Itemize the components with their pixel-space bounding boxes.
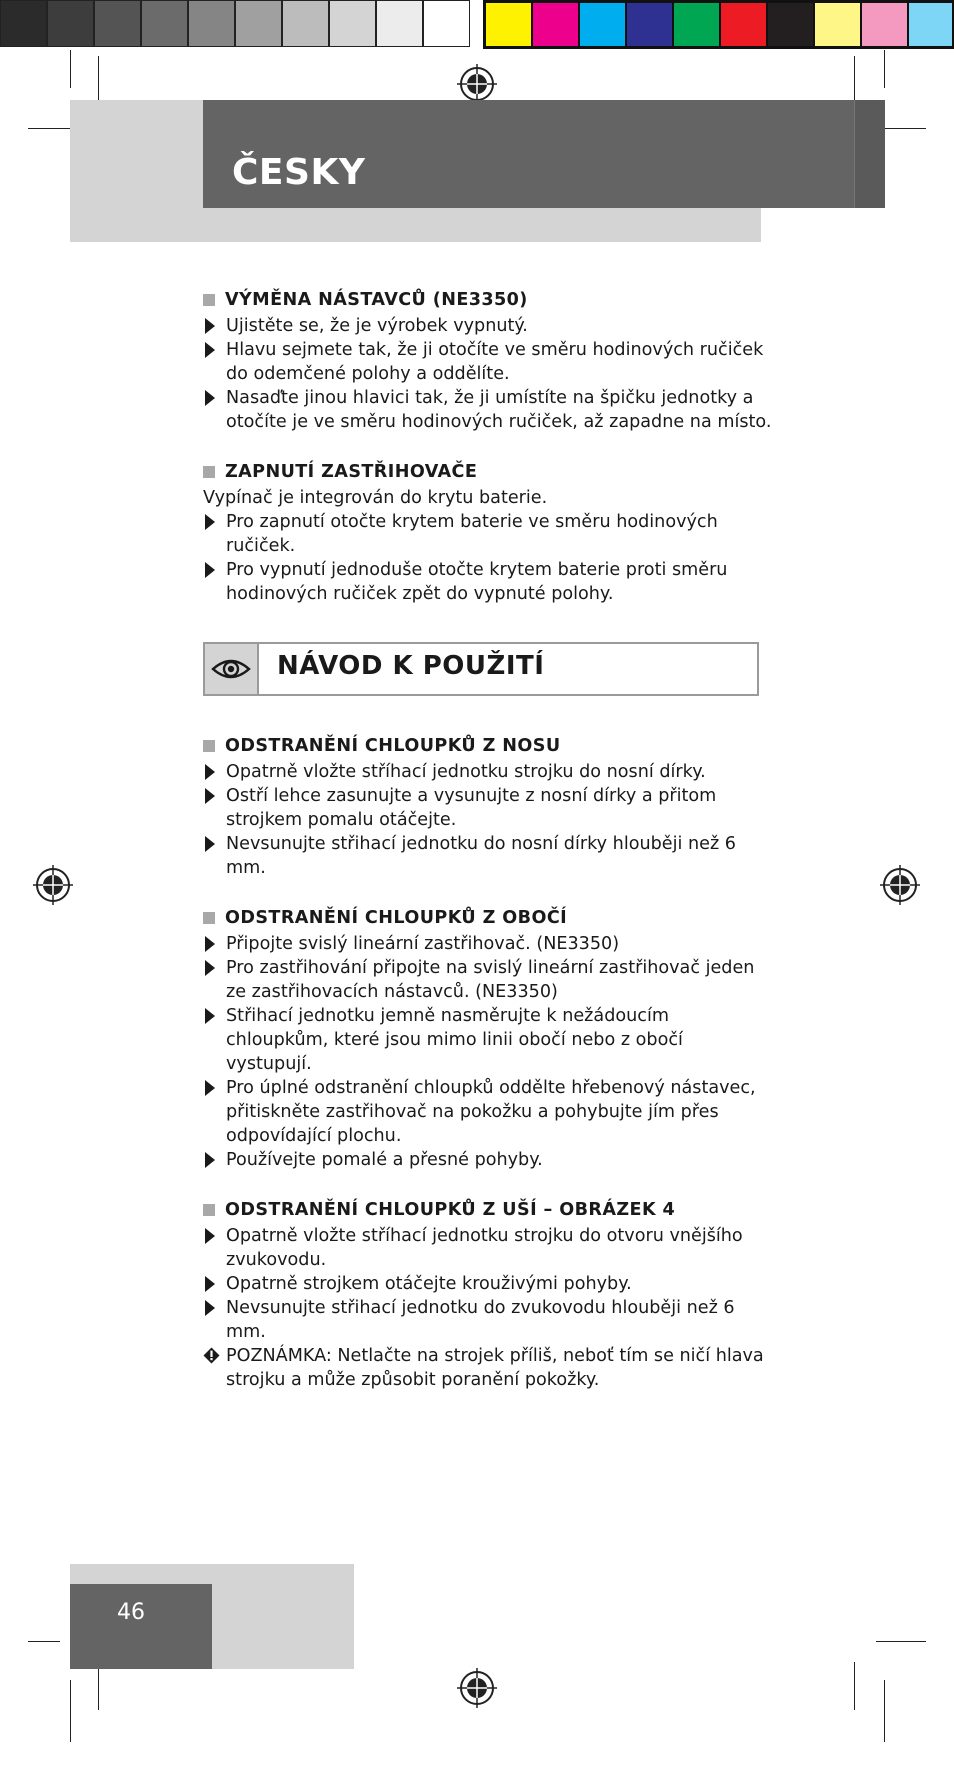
main-content <box>203 286 773 1412</box>
gray-swatch <box>47 0 94 47</box>
list-item <box>203 1004 773 1076</box>
list-item-text: Střihací jednotku jemně nasměrujte k nežádoucím chloupkům, které jsou mimo linii obočí nebo z obočí vystupují. <box>226 1006 683 1074</box>
list-item <box>203 386 773 434</box>
eye-icon <box>205 644 257 694</box>
color-swatch <box>814 2 861 47</box>
list-item <box>203 558 773 606</box>
gray-swatch <box>282 0 329 47</box>
list-item <box>203 1076 773 1148</box>
instruction-list <box>203 932 773 1172</box>
color-swatch <box>861 2 908 47</box>
list-item <box>203 338 773 386</box>
crop-mark <box>28 128 76 129</box>
list-item <box>203 760 773 784</box>
crop-mark <box>98 1662 99 1710</box>
triangle-bullet-icon <box>205 1008 215 1024</box>
list-item-text: Pro zapnutí otočte krytem baterie ve směru hodinových ručiček. <box>226 512 718 556</box>
section-heading <box>203 1196 773 1224</box>
registration-mark-icon <box>457 1668 497 1708</box>
grayscale-calibration-bar <box>0 0 470 49</box>
section-ears <box>203 1196 773 1392</box>
list-item-text: Pro úplné odstranění chloupků oddělte hřebenový nástavec, přitiskněte zastřihovač na pokožku a pohybujte jím přes odpovídající plochu. <box>226 1078 756 1146</box>
list-item-text: Ujistěte se, že je výrobek vypnutý. <box>226 316 528 336</box>
list-item-text: Opatrně vložte stříhací jednotku strojku do otvoru vnějšího zvukovodu. <box>226 1226 743 1270</box>
list-item <box>203 932 773 956</box>
triangle-bullet-icon <box>205 788 215 804</box>
triangle-bullet-icon <box>205 936 215 952</box>
crop-mark <box>884 1680 885 1742</box>
registration-mark-icon <box>33 865 73 905</box>
crop-mark <box>854 56 855 106</box>
square-bullet-icon <box>203 740 215 752</box>
color-swatch <box>767 2 814 47</box>
usage-banner <box>203 642 759 696</box>
page-title: ČESKY <box>232 152 366 193</box>
section-nose <box>203 732 773 880</box>
list-item-text: Nevsunujte střihací jednotku do zvukovodu hlouběji než 6 mm. <box>226 1298 735 1342</box>
triangle-bullet-icon <box>205 390 215 406</box>
color-swatch <box>720 2 767 47</box>
note-item <box>203 1344 773 1392</box>
square-bullet-icon <box>203 912 215 924</box>
list-item-text: Opatrně vložte stříhací jednotku strojku do nosní dírky. <box>226 762 706 782</box>
color-swatch <box>532 2 579 47</box>
crop-mark <box>876 1641 926 1642</box>
section-heading <box>203 904 773 932</box>
header-edge-panel <box>854 100 885 208</box>
color-swatch <box>485 2 532 47</box>
list-item <box>203 1148 773 1172</box>
section-title: ODSTRANĚNÍ CHLOUPKŮ Z NOSU <box>225 736 561 756</box>
list-item-text: Hlavu sejmete tak, že ji otočíte ve směru hodinových ručiček do odemčené polohy a oddělíte. <box>226 340 764 384</box>
color-swatch <box>908 2 953 47</box>
section-attachment-change <box>203 286 773 434</box>
section-switch-on <box>203 458 773 606</box>
triangle-bullet-icon <box>205 1080 215 1096</box>
section-title: ODSTRANĚNÍ CHLOUPKŮ Z OBOČÍ <box>225 908 568 928</box>
section-title: ZAPNUTÍ ZASTŘIHOVAČE <box>225 462 478 482</box>
list-item-text: Pro vypnutí jednoduše otočte krytem baterie proti směru hodinových ručiček zpět do vypnuté polohy. <box>226 560 728 604</box>
gray-swatch <box>376 0 423 47</box>
triangle-bullet-icon <box>205 960 215 976</box>
section-eyebrows <box>203 904 773 1172</box>
triangle-bullet-icon <box>205 342 215 358</box>
section-heading <box>203 732 773 760</box>
gray-swatch <box>235 0 282 47</box>
square-bullet-icon <box>203 466 215 478</box>
page-number: 46 <box>117 1600 145 1625</box>
list-item <box>203 1272 773 1296</box>
list-item <box>203 510 773 558</box>
list-item <box>203 784 773 832</box>
section-heading <box>203 286 773 314</box>
section-title: VÝMĚNA NÁSTAVCŮ (NE3350) <box>225 290 528 310</box>
crop-mark <box>28 1641 60 1642</box>
gray-swatch <box>94 0 141 47</box>
registration-mark-icon <box>457 64 497 104</box>
color-swatch <box>626 2 673 47</box>
triangle-bullet-icon <box>205 514 215 530</box>
list-item <box>203 832 773 880</box>
list-item-text: Používejte pomalé a přesné pohyby. <box>226 1150 543 1170</box>
triangle-bullet-icon <box>205 1300 215 1316</box>
triangle-bullet-icon <box>205 836 215 852</box>
list-item-text: Pro zastřihování připojte na svislý lineární zastřihovač jeden ze zastřihovacích nástavců. (NE3350) <box>226 958 755 1002</box>
crop-mark <box>70 1680 71 1742</box>
triangle-bullet-icon <box>205 764 215 780</box>
gray-swatch <box>188 0 235 47</box>
list-item-text: Nasaďte jinou hlavici tak, že ji umístíte na špičku jednotky a otočíte je ve směru hodinových ručiček, až zapadne na místo. <box>226 388 772 432</box>
list-item-text: Opatrně strojkem otáčejte krouživými pohyby. <box>226 1274 632 1294</box>
triangle-bullet-icon <box>205 1276 215 1292</box>
section-intro: Vypínač je integrován do krytu baterie. <box>203 488 548 508</box>
square-bullet-icon <box>203 294 215 306</box>
triangle-bullet-icon <box>205 1152 215 1168</box>
instruction-list <box>203 760 773 880</box>
instruction-list <box>203 510 773 606</box>
color-swatch <box>579 2 626 47</box>
crop-mark <box>70 50 71 88</box>
list-item-text: Připojte svislý lineární zastřihovač. (NE3350) <box>226 934 620 954</box>
triangle-bullet-icon <box>205 1228 215 1244</box>
instruction-list <box>203 314 773 434</box>
section-heading <box>203 458 773 486</box>
gray-swatch <box>423 0 470 47</box>
note-text: POZNÁMKA: Netlačte na strojek příliš, neboť tím se ničí hlava strojku a může způsobit poranění pokožky. <box>226 1346 764 1390</box>
list-item <box>203 1296 773 1344</box>
square-bullet-icon <box>203 1204 215 1216</box>
list-item <box>203 956 773 1004</box>
list-item <box>203 314 773 338</box>
instruction-list <box>203 1224 773 1392</box>
list-item-text: Nevsunujte střihací jednotku do nosní dírky hlouběji než 6 mm. <box>226 834 736 878</box>
crop-mark <box>884 50 885 88</box>
crop-mark <box>854 1662 855 1710</box>
gray-swatch <box>141 0 188 47</box>
gray-swatch <box>0 0 47 47</box>
triangle-bullet-icon <box>205 318 215 334</box>
gray-swatch <box>329 0 376 47</box>
crop-mark <box>98 56 99 106</box>
color-swatch <box>673 2 720 47</box>
section-title: ODSTRANĚNÍ CHLOUPKŮ Z UŠÍ – OBRÁZEK 4 <box>225 1200 676 1220</box>
warning-icon <box>203 1347 220 1364</box>
footer-page-panel <box>70 1584 212 1669</box>
banner-icon-box <box>205 644 259 694</box>
banner-title: NÁVOD K POUŽITÍ <box>277 651 545 681</box>
triangle-bullet-icon <box>205 562 215 578</box>
registration-mark-icon <box>880 865 920 905</box>
list-item-text: Ostří lehce zasunujte a vysunujte z nosní dírky a přitom strojkem pomalu otáčejte. <box>226 786 717 830</box>
color-calibration-bar <box>483 0 954 49</box>
list-item <box>203 1224 773 1272</box>
